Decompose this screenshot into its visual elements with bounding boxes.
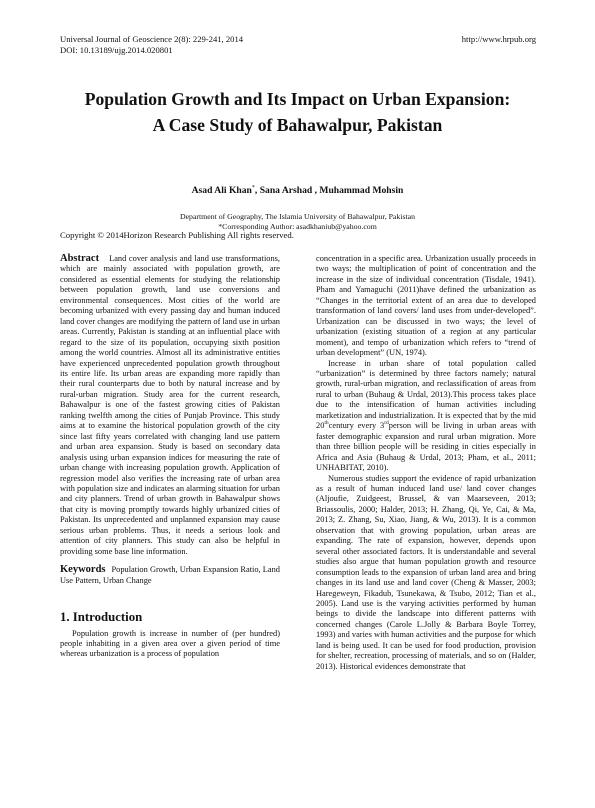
paper-title — [40, 86, 555, 138]
right-column — [316, 254, 536, 672]
doi: DOI: 10.13189/ujg.2014.020801 — [60, 45, 173, 55]
body-paragraph-2 — [316, 359, 536, 474]
p2-sup-th: th — [324, 420, 329, 427]
department: Department of Geography, The Islamia University of Bahawalpur, Pakistan — [179, 212, 416, 221]
section-heading-introduction: 1. Introduction — [60, 610, 143, 625]
title-line-1: Population Growth and Its Impact on Urban Expansion: — [84, 89, 511, 109]
title-line-2: A Case Study of Bahawalpur, Pakistan — [152, 115, 443, 135]
corresponding-author: *Corresponding Author: asadkhaniub@yahoo.com — [218, 222, 377, 231]
intro-paragraph: Population growth is increase in number of (per hundred) people inhabiting in a given area over a given period of time whereas urbanization is a process of population — [60, 628, 280, 659]
p2-text-b: century every 3 — [328, 421, 385, 431]
running-header — [60, 34, 536, 56]
keywords-label: Keywords — [60, 564, 106, 576]
corresponding-mark: * — [251, 184, 255, 191]
first-author: Asad Ali Khan — [191, 185, 252, 196]
abstract-label: Abstract — [60, 253, 100, 264]
abstract-text: Land cover analysis and land use transformations, which are mainly associated with population growth, are considered as essential elements for studying the relationship between population growth, land use conversions and environmental consequences. Most cities of the world are becoming urbanized with every passing day and human induced land cover changes are modifying the pattern of land use in urban areas. Currently, Pakistan is standing at an influential place with regard to the size of its population, occupying sixth position among the world countries. Almost all its administrative entities have experienced unprecedented population growth throughout its entire life. Its urban areas are expanding more rapidly than their rural counterparts due to both by natural increase and by rural-urban migration. Study area for the current research, Bahawalpur is one of the fastest growing cities of Pakistan ranking twelfth among the cities of Punjab Province. This study aims at to examine the historical population growth of the city since last fifty years correlated with changing land use pattern and urban area expansion. Study is based on secondary data analysis using urban expansion indices for measuring the rate of urban change with increasing population growth. Application of regression model also verifies the increasing rate of urban area with population size and indicates an alarming situation for urban and city planners. Trend of urban growth in Bahawalpur shows that city is moving promptly towards highly urbanized cities of Pakistan. Its unprecedented and unplanned expansion may cause serious urban problems. Thus, it needs a serious look and attention of city planners. This study can also be helpful in providing some base line information. — [60, 254, 280, 556]
left-column — [60, 254, 280, 660]
author-list — [40, 185, 555, 197]
affiliation — [40, 212, 555, 232]
journal-url[interactable]: http://www.hrpub.org — [461, 34, 536, 44]
copyright-notice: Copyright © 2014Horizon Research Publishing All rights reserved. — [60, 230, 294, 240]
keywords-text: Population Growth, Urban Expansion Ratio, Land Use Pattern, Urban Change — [60, 565, 280, 585]
body-paragraph-3: Numerous studies support the evidence of rapid urbanization as a result of human induced land use/ land cover changes (Aljoufie, Zuidgeest, Brussel, & van Maarseveen, 2013; Briassoulis, 2000; Halder, 2013; H. Zhang, Qi, Ye, Cai, & Ma, 2013; Z. Zhang, Su, Xiao, Jiang, & Wu, 2013). It is a common observation that with growing population, urban areas are expanding. The rate of expansion, however, depends upon several other associated factors. It is understandable and several studies also argue that human population growth and resource consumption leads to the expansion of urban land area and bring changes in its land use and land cover (Cheng & Masser, 2003; Haregeweyn, Fikadub, Tsunekawa, & Tsubo, 2012; Tian et al., 2005). Land use is the varying activities performed by human beings to divide the landscape into different patterns with concerned changes (Carole L.Jolly & Barbara Boyle Torrey, 1993) and varies with human activities and the purpose for which land is being used. It can be used for food production, provision for shelter, recreation, processing of materials, and so on (Halder, 2013). Historical evidences demonstrate that — [316, 473, 536, 671]
journal-citation: Universal Journal of Geoscience 2(8): 229-241, 2014 — [60, 34, 244, 44]
body-paragraph-1: concentration in a specific area. Urbanization usually proceeds in two ways; the multiplication of point of concentration and the increase in the size of individual concentration (Tisdale, 1941). Pham and Yamaguchi (2011)have defined the urbanization as “Changes in the territorial extent of an area due to developed transformation of land covers/ land uses from under-developed”. Urbanization can be discussed in two ways; the level of urbanization (existing situation of a region at any particular moment), and tempo of urbanization which refers to “trend of urban development” (UN, 1974). — [316, 254, 536, 358]
p2-text-c: person will be living in urban areas with faster demographic expansion and rural urban migration. More than three billion people will be residing in cities especially in Africa and Asia (Buhaug & Urdal, 2013; Pham, et al., 2011; UNHABITAT, 2010). — [316, 421, 536, 473]
abstract — [60, 254, 280, 557]
p2-sup-rd: rd — [384, 420, 389, 427]
p2-text-a: Increase in urban share of total population called “urbanization” is determined by three factors namely; natural growth, rural-urban migration, and reclassification of areas from rural to urban (Buhaug & Urdal, 2013).This process takes place due to the intensification of human activities including marketization and industrialization. It is expected that by the mid 20 — [316, 358, 536, 431]
other-authors: , Sana Arshad , Muhammad Mohsin — [254, 185, 404, 196]
keywords — [60, 565, 280, 586]
